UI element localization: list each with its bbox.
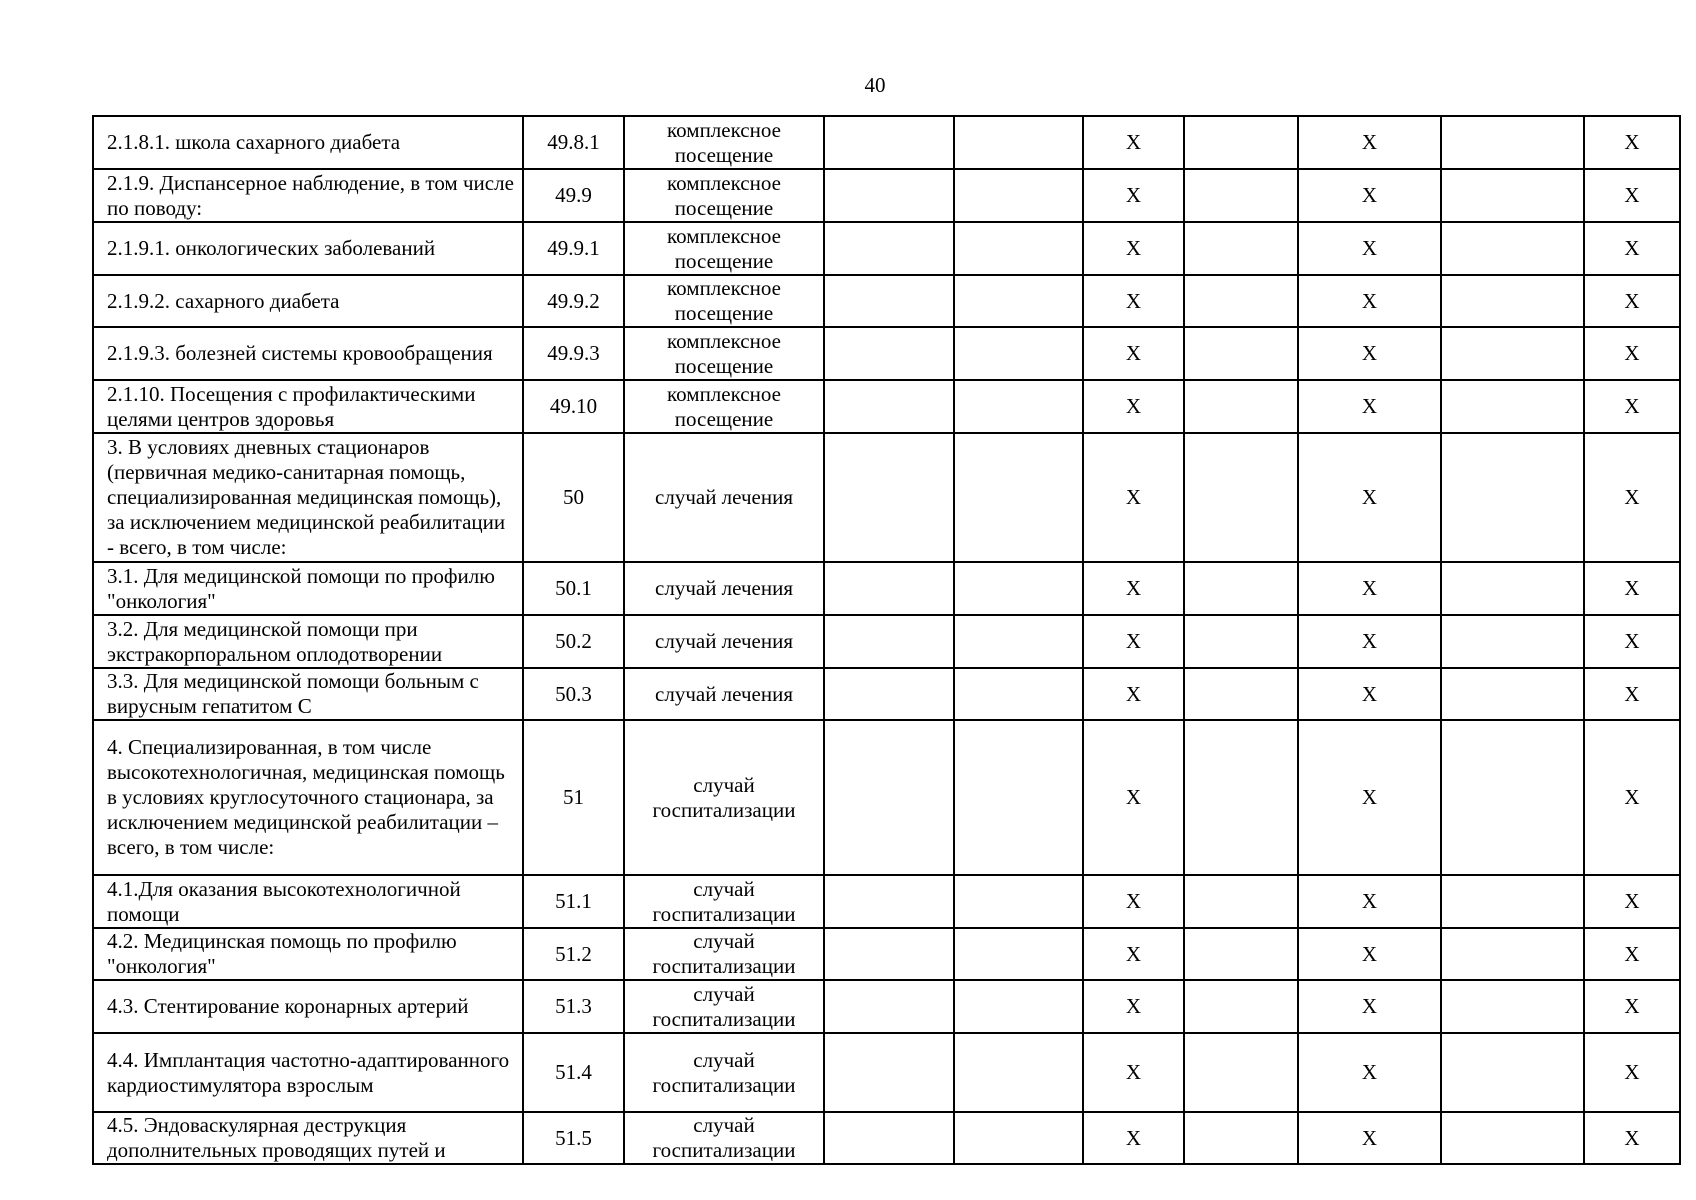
row-unit-cell: случай госпитализации xyxy=(624,720,824,875)
empty-cell xyxy=(1441,222,1584,275)
table-row xyxy=(93,668,1680,720)
x-mark-cell: X xyxy=(1083,875,1184,928)
empty-cell xyxy=(1184,169,1298,222)
x-mark-cell: X xyxy=(1298,720,1441,875)
x-mark-cell: X xyxy=(1584,1033,1680,1112)
empty-cell xyxy=(954,875,1083,928)
row-name-cell: 2.1.8.1. школа сахарного диабета xyxy=(93,116,523,169)
empty-cell xyxy=(954,380,1083,433)
x-mark-cell: X xyxy=(1083,222,1184,275)
empty-cell xyxy=(1441,433,1584,562)
empty-cell xyxy=(954,615,1083,668)
empty-cell xyxy=(1184,1033,1298,1112)
row-unit-cell: случай госпитализации xyxy=(624,1112,824,1164)
empty-cell xyxy=(824,327,954,380)
x-mark-cell: X xyxy=(1584,275,1680,327)
row-code-cell: 49.9 xyxy=(523,169,624,222)
row-unit-cell: комплексное посещение xyxy=(624,275,824,327)
x-mark-cell: X xyxy=(1298,1112,1441,1164)
row-name-cell: 2.1.9.2. сахарного диабета xyxy=(93,275,523,327)
row-code-cell: 51 xyxy=(523,720,624,875)
row-unit-cell: комплексное посещение xyxy=(624,380,824,433)
empty-cell xyxy=(954,668,1083,720)
x-mark-cell: X xyxy=(1584,116,1680,169)
x-mark-cell: X xyxy=(1083,562,1184,615)
row-code-cell: 49.8.1 xyxy=(523,116,624,169)
empty-cell xyxy=(1441,668,1584,720)
row-code-cell: 50.2 xyxy=(523,615,624,668)
empty-cell xyxy=(1441,1033,1584,1112)
empty-cell xyxy=(824,928,954,980)
empty-cell xyxy=(954,275,1083,327)
x-mark-cell: X xyxy=(1584,562,1680,615)
x-mark-cell: X xyxy=(1584,433,1680,562)
empty-cell xyxy=(1184,1112,1298,1164)
row-name-cell: 4.4. Имплантация частотно-адаптированного кардиостимулятора взрослым xyxy=(93,1033,523,1112)
empty-cell xyxy=(824,875,954,928)
x-mark-cell: X xyxy=(1083,116,1184,169)
row-name-cell: 3.1. Для медицинской помощи по профилю "онкология" xyxy=(93,562,523,615)
row-code-cell: 51.4 xyxy=(523,1033,624,1112)
x-mark-cell: X xyxy=(1298,275,1441,327)
row-unit-cell: случай лечения xyxy=(624,615,824,668)
x-mark-cell: X xyxy=(1298,928,1441,980)
x-mark-cell: X xyxy=(1298,433,1441,562)
empty-cell xyxy=(1441,928,1584,980)
empty-cell xyxy=(954,1112,1083,1164)
empty-cell xyxy=(954,562,1083,615)
row-name-cell: 4.3. Стентирование коронарных артерий xyxy=(93,980,523,1033)
table-row xyxy=(93,433,1680,562)
empty-cell xyxy=(954,327,1083,380)
empty-cell xyxy=(954,1033,1083,1112)
empty-cell xyxy=(1184,615,1298,668)
row-unit-cell: комплексное посещение xyxy=(624,222,824,275)
x-mark-cell: X xyxy=(1083,275,1184,327)
empty-cell xyxy=(1184,928,1298,980)
x-mark-cell: X xyxy=(1083,928,1184,980)
empty-cell xyxy=(1184,980,1298,1033)
row-unit-cell: случай госпитализации xyxy=(624,875,824,928)
empty-cell xyxy=(824,615,954,668)
empty-cell xyxy=(824,1112,954,1164)
row-unit-cell: случай госпитализации xyxy=(624,928,824,980)
row-name-cell: 2.1.9. Диспансерное наблюдение, в том числе по поводу: xyxy=(93,169,523,222)
x-mark-cell: X xyxy=(1584,928,1680,980)
empty-cell xyxy=(954,433,1083,562)
row-name-cell: 4.5. Эндоваскулярная деструкция дополнительных проводящих путей и xyxy=(93,1112,523,1164)
table-row xyxy=(93,928,1680,980)
table-row xyxy=(93,980,1680,1033)
table-row xyxy=(93,875,1680,928)
row-unit-cell: комплексное посещение xyxy=(624,327,824,380)
row-name-cell: 2.1.9.1. онкологических заболеваний xyxy=(93,222,523,275)
empty-cell xyxy=(1184,275,1298,327)
empty-cell xyxy=(824,1033,954,1112)
x-mark-cell: X xyxy=(1298,615,1441,668)
row-code-cell: 49.9.1 xyxy=(523,222,624,275)
x-mark-cell: X xyxy=(1298,169,1441,222)
empty-cell xyxy=(1441,327,1584,380)
row-name-cell: 4.1.Для оказания высокотехнологичной помощи xyxy=(93,875,523,928)
x-mark-cell: X xyxy=(1083,327,1184,380)
data-table xyxy=(92,115,1681,1165)
x-mark-cell: X xyxy=(1298,116,1441,169)
empty-cell xyxy=(1441,980,1584,1033)
row-code-cell: 49.9.2 xyxy=(523,275,624,327)
x-mark-cell: X xyxy=(1083,980,1184,1033)
row-unit-cell: комплексное посещение xyxy=(624,169,824,222)
empty-cell xyxy=(1441,875,1584,928)
empty-cell xyxy=(954,169,1083,222)
x-mark-cell: X xyxy=(1584,1112,1680,1164)
empty-cell xyxy=(824,720,954,875)
x-mark-cell: X xyxy=(1083,720,1184,875)
x-mark-cell: X xyxy=(1298,1033,1441,1112)
x-mark-cell: X xyxy=(1298,980,1441,1033)
row-code-cell: 51.3 xyxy=(523,980,624,1033)
table-row xyxy=(93,1033,1680,1112)
row-unit-cell: случай лечения xyxy=(624,433,824,562)
empty-cell xyxy=(1441,1112,1584,1164)
empty-cell xyxy=(824,380,954,433)
empty-cell xyxy=(824,562,954,615)
x-mark-cell: X xyxy=(1298,668,1441,720)
row-unit-cell: случай лечения xyxy=(624,562,824,615)
empty-cell xyxy=(824,169,954,222)
table-row xyxy=(93,562,1680,615)
x-mark-cell: X xyxy=(1584,169,1680,222)
x-mark-cell: X xyxy=(1298,222,1441,275)
table-row xyxy=(93,615,1680,668)
table-row xyxy=(93,116,1680,169)
empty-cell xyxy=(954,116,1083,169)
empty-cell xyxy=(1441,562,1584,615)
empty-cell xyxy=(1184,875,1298,928)
empty-cell xyxy=(824,980,954,1033)
x-mark-cell: X xyxy=(1298,380,1441,433)
x-mark-cell: X xyxy=(1083,615,1184,668)
x-mark-cell: X xyxy=(1083,433,1184,562)
row-name-cell: 2.1.10. Посещения с профилактическими целями центров здоровья xyxy=(93,380,523,433)
empty-cell xyxy=(1441,720,1584,875)
row-code-cell: 51.5 xyxy=(523,1112,624,1164)
empty-cell xyxy=(1441,380,1584,433)
empty-cell xyxy=(1184,720,1298,875)
empty-cell xyxy=(824,433,954,562)
empty-cell xyxy=(1184,327,1298,380)
row-code-cell: 50.3 xyxy=(523,668,624,720)
empty-cell xyxy=(1184,116,1298,169)
x-mark-cell: X xyxy=(1298,562,1441,615)
x-mark-cell: X xyxy=(1584,980,1680,1033)
row-unit-cell: случай госпитализации xyxy=(624,1033,824,1112)
empty-cell xyxy=(1441,275,1584,327)
x-mark-cell: X xyxy=(1298,875,1441,928)
empty-cell xyxy=(1184,380,1298,433)
row-name-cell: 3.2. Для медицинской помощи при экстракорпоральном оплодотворении xyxy=(93,615,523,668)
empty-cell xyxy=(954,222,1083,275)
table-row xyxy=(93,327,1680,380)
x-mark-cell: X xyxy=(1584,615,1680,668)
table-row xyxy=(93,169,1680,222)
row-name-cell: 4. Специализированная, в том числе высокотехнологичная, медицинская помощь в условиях круглосуточного стационара, за исключением медицинской реабилитации – всего, в том числе: xyxy=(93,720,523,875)
empty-cell xyxy=(954,928,1083,980)
x-mark-cell: X xyxy=(1584,668,1680,720)
empty-cell xyxy=(824,116,954,169)
x-mark-cell: X xyxy=(1298,327,1441,380)
row-unit-cell: случай госпитализации xyxy=(624,980,824,1033)
table-row xyxy=(93,275,1680,327)
empty-cell xyxy=(824,275,954,327)
empty-cell xyxy=(1184,562,1298,615)
row-code-cell: 50 xyxy=(523,433,624,562)
x-mark-cell: X xyxy=(1083,668,1184,720)
empty-cell xyxy=(1441,169,1584,222)
row-code-cell: 50.1 xyxy=(523,562,624,615)
empty-cell xyxy=(1441,615,1584,668)
row-name-cell: 3.3. Для медицинской помощи больным с вирусным гепатитом С xyxy=(93,668,523,720)
row-unit-cell: комплексное посещение xyxy=(624,116,824,169)
x-mark-cell: X xyxy=(1584,222,1680,275)
x-mark-cell: X xyxy=(1083,1033,1184,1112)
x-mark-cell: X xyxy=(1584,380,1680,433)
row-name-cell: 2.1.9.3. болезней системы кровообращения xyxy=(93,327,523,380)
row-unit-cell: случай лечения xyxy=(624,668,824,720)
table-row xyxy=(93,1112,1680,1164)
table-row xyxy=(93,380,1680,433)
empty-cell xyxy=(1184,222,1298,275)
row-code-cell: 49.10 xyxy=(523,380,624,433)
empty-cell xyxy=(824,222,954,275)
empty-cell xyxy=(1184,668,1298,720)
row-code-cell: 49.9.3 xyxy=(523,327,624,380)
x-mark-cell: X xyxy=(1083,1112,1184,1164)
table-row xyxy=(93,720,1680,875)
empty-cell xyxy=(1441,116,1584,169)
row-name-cell: 3. В условиях дневных стационаров (первичная медико-санитарная помощь, специализированная медицинская помощь), за исключением медицинской реабилитации - всего, в том числе: xyxy=(93,433,523,562)
empty-cell xyxy=(954,980,1083,1033)
x-mark-cell: X xyxy=(1584,875,1680,928)
x-mark-cell: X xyxy=(1584,720,1680,875)
row-code-cell: 51.1 xyxy=(523,875,624,928)
row-name-cell: 4.2. Медицинская помощь по профилю "онкология" xyxy=(93,928,523,980)
empty-cell xyxy=(954,720,1083,875)
page-number: 40 xyxy=(864,73,886,97)
x-mark-cell: X xyxy=(1584,327,1680,380)
table-row xyxy=(93,222,1680,275)
x-mark-cell: X xyxy=(1083,380,1184,433)
empty-cell xyxy=(824,668,954,720)
row-code-cell: 51.2 xyxy=(523,928,624,980)
x-mark-cell: X xyxy=(1083,169,1184,222)
empty-cell xyxy=(1184,433,1298,562)
